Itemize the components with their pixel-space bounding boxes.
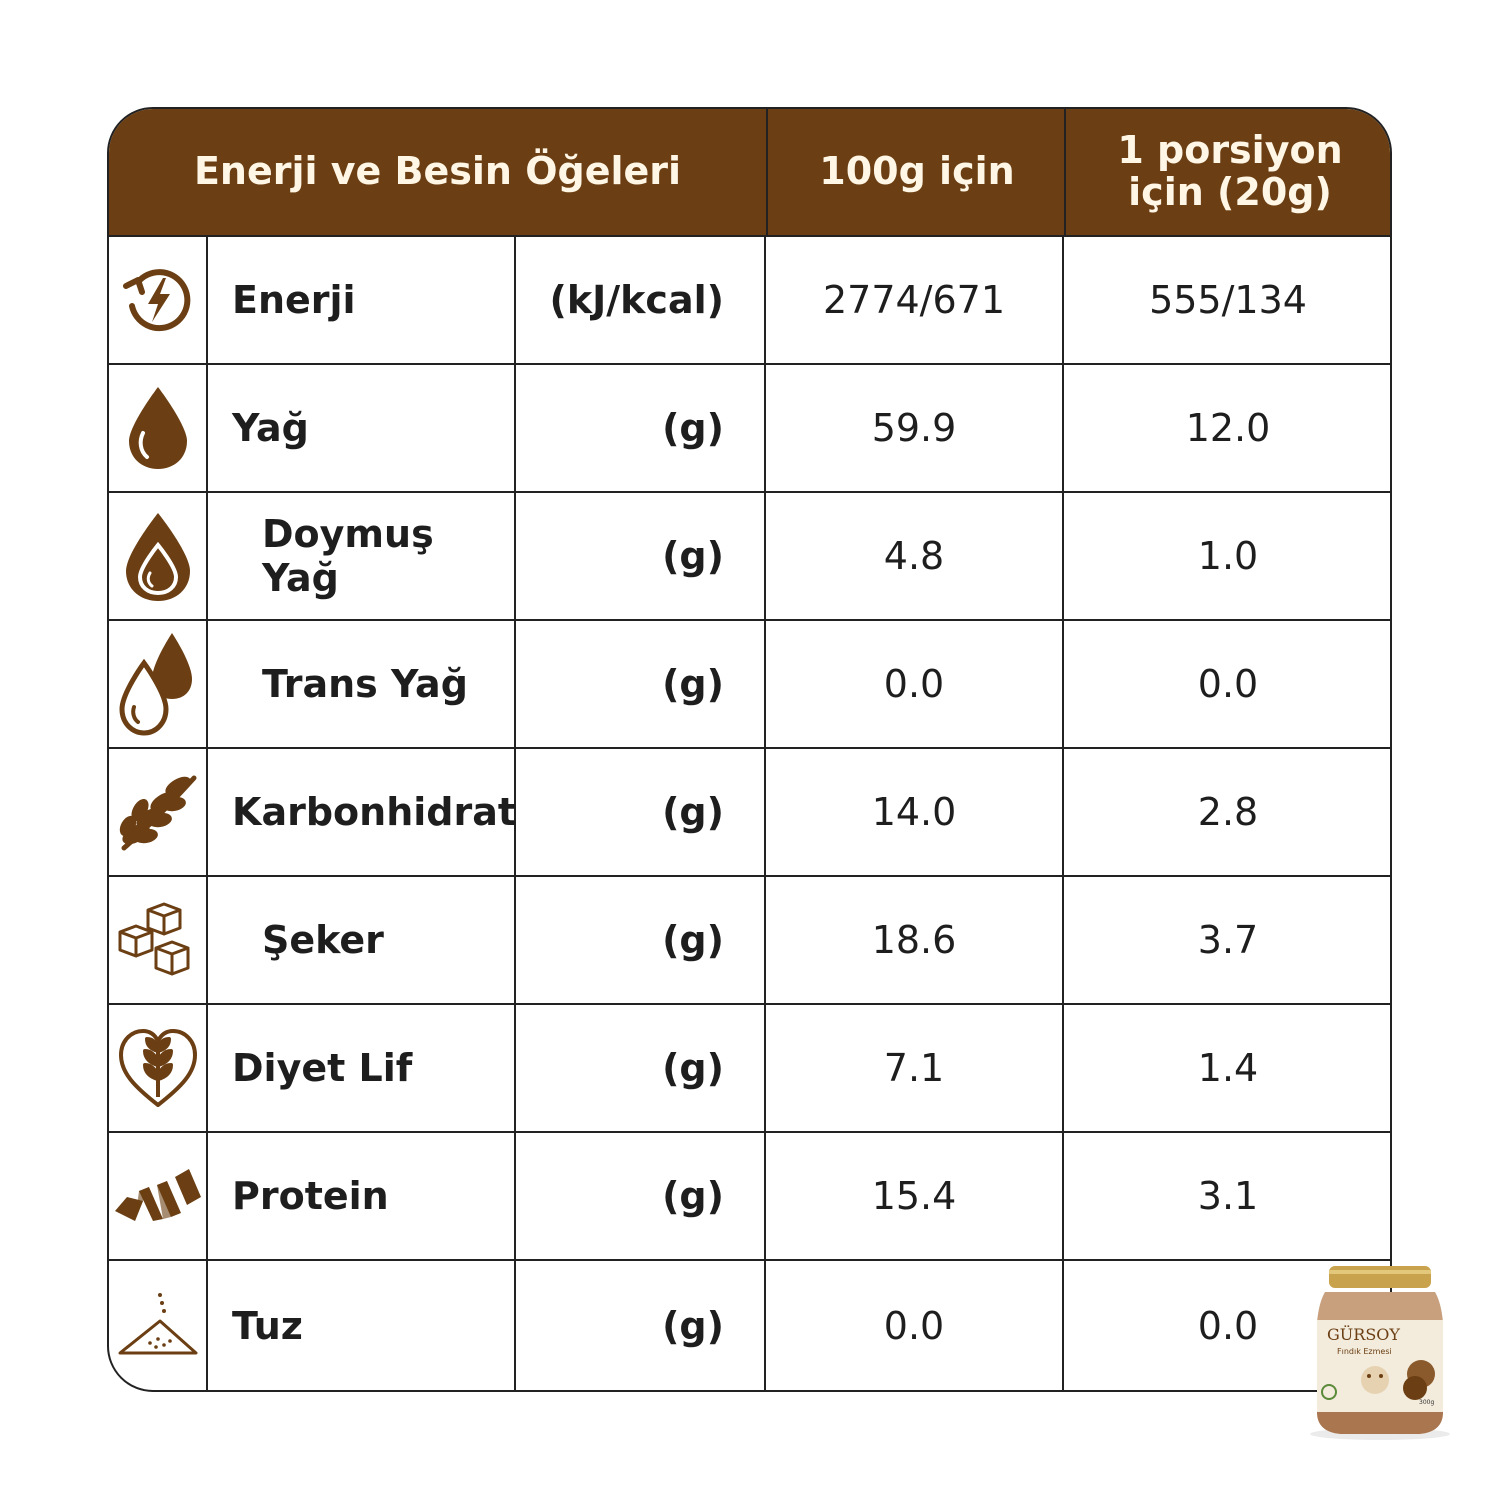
value-per-portion: 2.8 <box>1197 790 1259 834</box>
protein-icon <box>113 1161 203 1231</box>
value-per-100g: 2774/671 <box>766 237 1064 363</box>
value-per-portion: 3.7 <box>1197 918 1259 962</box>
table-row <box>109 877 1390 1005</box>
table-header <box>109 109 1390 237</box>
value-per-portion: 0.0 <box>1197 1303 1259 1348</box>
value-per-100g: 14.0 <box>766 749 1064 875</box>
value-per-100g: 4.8 <box>766 493 1064 619</box>
nutrient-unit: (g) <box>516 877 766 1003</box>
value-per-portion: 555/134 <box>1149 278 1307 322</box>
wheat-icon <box>116 770 200 854</box>
nutrient-unit: (g) <box>516 1005 766 1131</box>
value-per-100g: 15.4 <box>766 1133 1064 1259</box>
table-row <box>109 237 1390 365</box>
jar-weight: 300g <box>1419 1399 1435 1406</box>
nutrient-name: Trans Yağ <box>208 621 516 747</box>
trans-fat-icon <box>116 629 200 739</box>
value-per-portion: 12.0 <box>1185 406 1271 450</box>
nutrient-name: Şeker <box>208 877 516 1003</box>
table-row <box>109 1005 1390 1133</box>
value-per-portion: 1.4 <box>1197 1046 1259 1090</box>
value-per-portion: 0.0 <box>1197 662 1259 706</box>
nutrient-name: Tuz <box>208 1261 516 1390</box>
header-portion-line1: 1 porsiyon <box>1117 128 1343 173</box>
jar-product-name: Fındık Ezmesi <box>1337 1347 1392 1356</box>
value-per-100g: 0.0 <box>766 1261 1064 1390</box>
header-per-100g: 100g için <box>766 109 1066 235</box>
saturated-fat-icon <box>122 509 194 603</box>
fiber-heart-icon <box>115 1025 201 1111</box>
header-nutrient: Enerji ve Besin Öğeleri <box>193 149 682 194</box>
value-per-100g: 7.1 <box>766 1005 1064 1131</box>
nutrient-unit: (g) <box>516 365 766 491</box>
nutrient-name: Diyet Lif <box>208 1005 516 1131</box>
nutrition-table <box>107 107 1392 1392</box>
nutrient-name: Karbonhidrat <box>208 749 516 875</box>
nutrient-unit: (g) <box>516 1133 766 1259</box>
salt-icon <box>116 1291 200 1361</box>
fat-drop-icon <box>123 383 193 473</box>
table-row <box>109 1133 1390 1261</box>
value-per-100g: 59.9 <box>766 365 1064 491</box>
product-jar <box>1305 1262 1455 1442</box>
energy-icon <box>118 260 198 340</box>
value-per-100g: 18.6 <box>766 877 1064 1003</box>
nutrient-name: Doymuş Yağ <box>208 493 516 619</box>
header-portion-line2: için (20g) <box>1128 170 1332 214</box>
table-row <box>109 1261 1390 1390</box>
table-row <box>109 749 1390 877</box>
nutrient-name: Enerji <box>208 237 516 363</box>
table-row <box>109 621 1390 749</box>
table-row <box>109 493 1390 621</box>
sugar-cubes-icon <box>116 898 200 982</box>
table-row <box>109 365 1390 493</box>
value-per-portion: 3.1 <box>1197 1174 1259 1218</box>
nutrient-unit: (g) <box>516 621 766 747</box>
nutrient-unit: (g) <box>516 493 766 619</box>
nutrient-unit: (kJ/kcal) <box>516 237 766 363</box>
value-per-portion: 1.0 <box>1197 534 1259 578</box>
jar-brand: GÜRSOY <box>1327 1325 1400 1344</box>
nutrient-name: Yağ <box>208 365 516 491</box>
nutrient-unit: (g) <box>516 1261 766 1390</box>
value-per-100g: 0.0 <box>766 621 1064 747</box>
header-per-portion <box>1064 109 1392 235</box>
nutrient-unit: (g) <box>516 749 766 875</box>
nutrient-name: Protein <box>208 1133 516 1259</box>
